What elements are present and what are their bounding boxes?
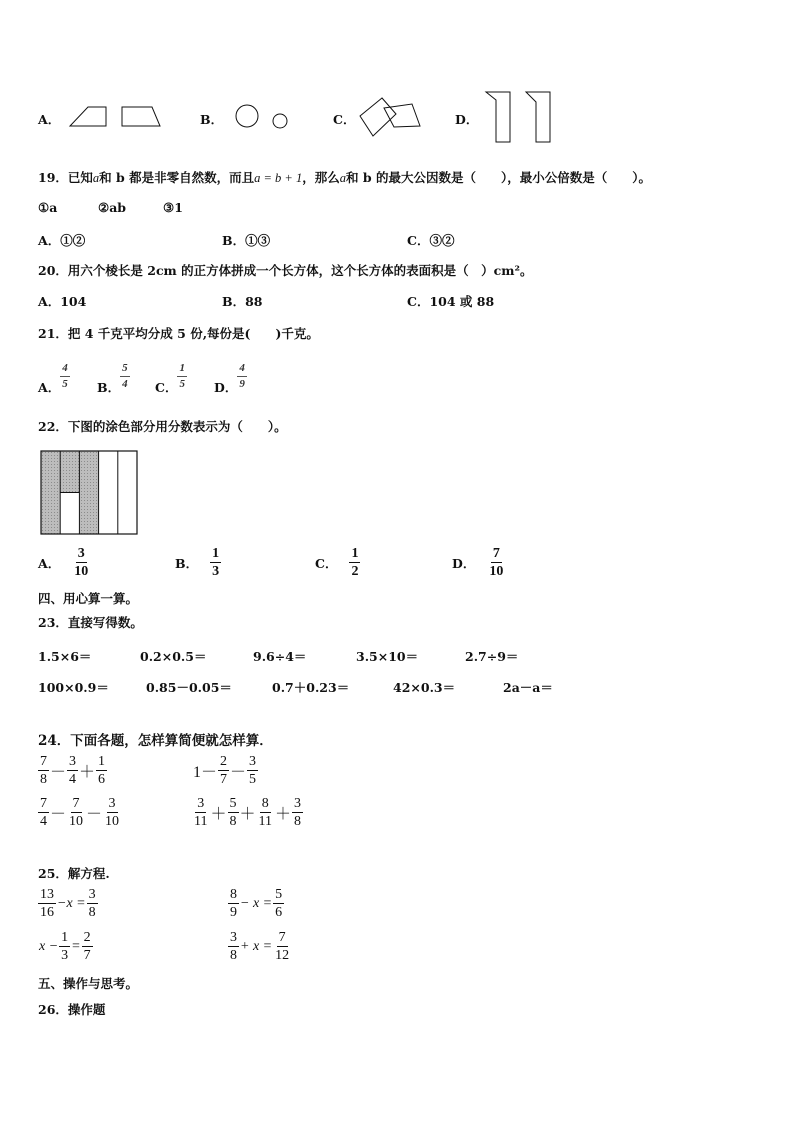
q19-item-3: ③1 [163, 200, 183, 215]
shaded-column-1 [41, 451, 60, 534]
q25-equation-3: x − $\frac{1}{3}$ = $\frac{2}{7}$ [39, 930, 91, 964]
fraction: $\frac{4}{5}$ [62, 362, 68, 390]
q21-option-a: A． $\frac{4}{5}$ [38, 362, 68, 395]
fraction: $\frac{5}{4}$ [122, 362, 128, 390]
question-24: 24．下面各题，怎样算简便就怎样算． [38, 733, 273, 749]
fraction: $\frac{1}{5}$ [179, 362, 185, 390]
fraction: $\frac{1}{2}$ [351, 546, 359, 580]
parallelogram-left [360, 98, 396, 136]
fraction: $\frac{7}{8}$ [40, 754, 47, 788]
fraction: $\frac{2}{7}$ [220, 754, 228, 788]
q20-option-b: B．88 [222, 294, 263, 309]
fraction: $\frac{1}{3}$ [212, 546, 220, 580]
question-22: 22．下图的涂色部分用分数表示为（ ）。 [38, 419, 287, 434]
fraction: $\frac{7}{10}$ [69, 796, 84, 830]
q19-option-c: C．③② [407, 233, 455, 248]
q22-option-b: B． $\frac{1}{3}$ [175, 546, 220, 580]
q23-row1-item5: 2.7÷9＝ [465, 649, 519, 664]
circle-large [236, 105, 258, 127]
q25-equation-4: $\frac{3}{8}$ + x = $\frac{7}{12}$ [230, 930, 290, 964]
q19-item-2: ②ab [98, 200, 127, 215]
fraction: $\frac{8}{11}$ [258, 796, 272, 830]
trapezoid-tall-left [486, 92, 510, 142]
shaded-column-3 [79, 451, 98, 534]
q24-expression-2: 1－ $\frac{2}{7}$ － $\frac{3}{5}$ [193, 754, 257, 788]
fraction: $\frac{1}{6}$ [98, 754, 106, 788]
question-23: 23．直接写得数。 [38, 615, 143, 630]
q23-row2-item1: 100×0.9＝ [38, 680, 109, 695]
q20-option-a: A．104 [38, 294, 87, 309]
q22-option-a: A． $\frac{3}{10}$ [38, 546, 89, 580]
fraction: $\frac{1}{3}$ [61, 930, 69, 964]
q18-option-a: A． [38, 112, 61, 127]
fraction: $\frac{4}{9}$ [239, 362, 245, 390]
q22-shaded-figure [39, 449, 139, 536]
q24-expression-3: $\frac{7}{4}$ － $\frac{7}{10}$ － $\frac{3}{10}$ [40, 796, 120, 830]
q22-option-d: D． $\frac{7}{10}$ [452, 546, 504, 580]
q18-option-c: C． [333, 112, 356, 127]
q20-option-c: C．104 或 88 [407, 294, 495, 309]
fraction: $\frac{3}{10}$ [74, 546, 89, 580]
fraction: $\frac{5}{6}$ [275, 887, 283, 921]
q24-expression-1: $\frac{7}{8}$ － $\frac{3}{4}$ ＋ $\frac{1}{6}$ [40, 754, 106, 788]
q18-shapes-c [356, 94, 426, 140]
q19-option-b: B．①③ [222, 233, 271, 248]
fraction: $\frac{2}{7}$ [83, 930, 91, 964]
fraction: $\frac{7}{12}$ [275, 930, 290, 964]
question-19: 19．已知a和 b 都是非零自然数，而且a = b + 1，那么a和 b 的最大公因数是（ ），最小公倍数是（ ）。 [38, 170, 651, 185]
fraction: $\frac{8}{9}$ [230, 887, 237, 921]
fraction: $\frac{3}{10}$ [105, 796, 120, 830]
q18-shapes-d [482, 88, 556, 146]
q23-row2-item4: 42×0.3＝ [393, 680, 456, 695]
question-25: 25．解方程. [38, 866, 110, 881]
q23-row1-item2: 0.2×0.5＝ [140, 649, 207, 664]
question-21: 21．把 4 千克平均分成 5 份,每份是( )千克。 [38, 326, 319, 341]
fraction: $\frac{3}{5}$ [249, 754, 257, 788]
q18-option-b: B． [200, 112, 224, 127]
q19-option-a: A．①② [38, 233, 86, 248]
q23-row2-item5: 2a－a＝ [503, 680, 553, 695]
q19-item-1: ①a [38, 200, 58, 215]
question-26: 26．操作题 [38, 1002, 106, 1017]
trapezoid-large [122, 107, 160, 126]
parallelogram-right [384, 104, 420, 127]
q23-row2-item2: 0.85－0.05＝ [146, 680, 232, 695]
q25-equation-2: $\frac{8}{9}$ − x = $\frac{5}{6}$ [230, 887, 283, 921]
q23-row1-item1: 1.5×6＝ [38, 649, 92, 664]
q23-row1-item3: 9.6÷4＝ [253, 649, 307, 664]
fraction: $\frac{7}{4}$ [40, 796, 47, 830]
q18-shapes-a [66, 104, 166, 130]
shaded-column-2-top [60, 451, 79, 493]
fraction: $\frac{5}{8}$ [229, 796, 237, 830]
circle-small [273, 114, 287, 128]
q25-equation-1: $\frac{13}{16}$ −x = $\frac{3}{8}$ [40, 887, 96, 921]
q18-option-d: D． [455, 112, 479, 127]
trapezoid-tall-right [526, 92, 550, 142]
fraction: $\frac{13}{16}$ [40, 887, 54, 921]
q18-shapes-b [232, 102, 292, 132]
fraction: $\frac{3}{8}$ [88, 887, 96, 921]
q21-option-c: C． $\frac{1}{5}$ [155, 362, 185, 395]
trapezoid-small [70, 107, 106, 126]
section-4-heading: 四、用心算一算。 [38, 591, 139, 606]
q22-option-c: C． $\frac{1}{2}$ [315, 546, 359, 580]
q24-expression-4: $\frac{3}{11}$ ＋ $\frac{5}{8}$ ＋ $\frac{8}{11}$ ＋ $\frac{3}{8}$ [194, 796, 302, 830]
section-5-heading: 五、操作与思考。 [38, 976, 139, 991]
fraction: $\frac{3}{11}$ [194, 796, 208, 830]
fraction: $\frac{3}{8}$ [230, 930, 237, 964]
q21-option-b: B． $\frac{5}{4}$ [97, 362, 128, 395]
q21-option-d: D． $\frac{4}{9}$ [214, 362, 245, 395]
q23-row1-item4: 3.5×10＝ [356, 649, 419, 664]
fraction: $\frac{3}{8}$ [294, 796, 302, 830]
q23-row2-item3: 0.7＋0.23＝ [272, 680, 350, 695]
fraction: $\frac{7}{10}$ [489, 546, 504, 580]
question-20: 20．用六个棱长是 2cm 的正方体拼成一个长方体，这个长方体的表面积是（ ）cm²。 [38, 263, 533, 278]
fraction: $\frac{3}{4}$ [69, 754, 77, 788]
